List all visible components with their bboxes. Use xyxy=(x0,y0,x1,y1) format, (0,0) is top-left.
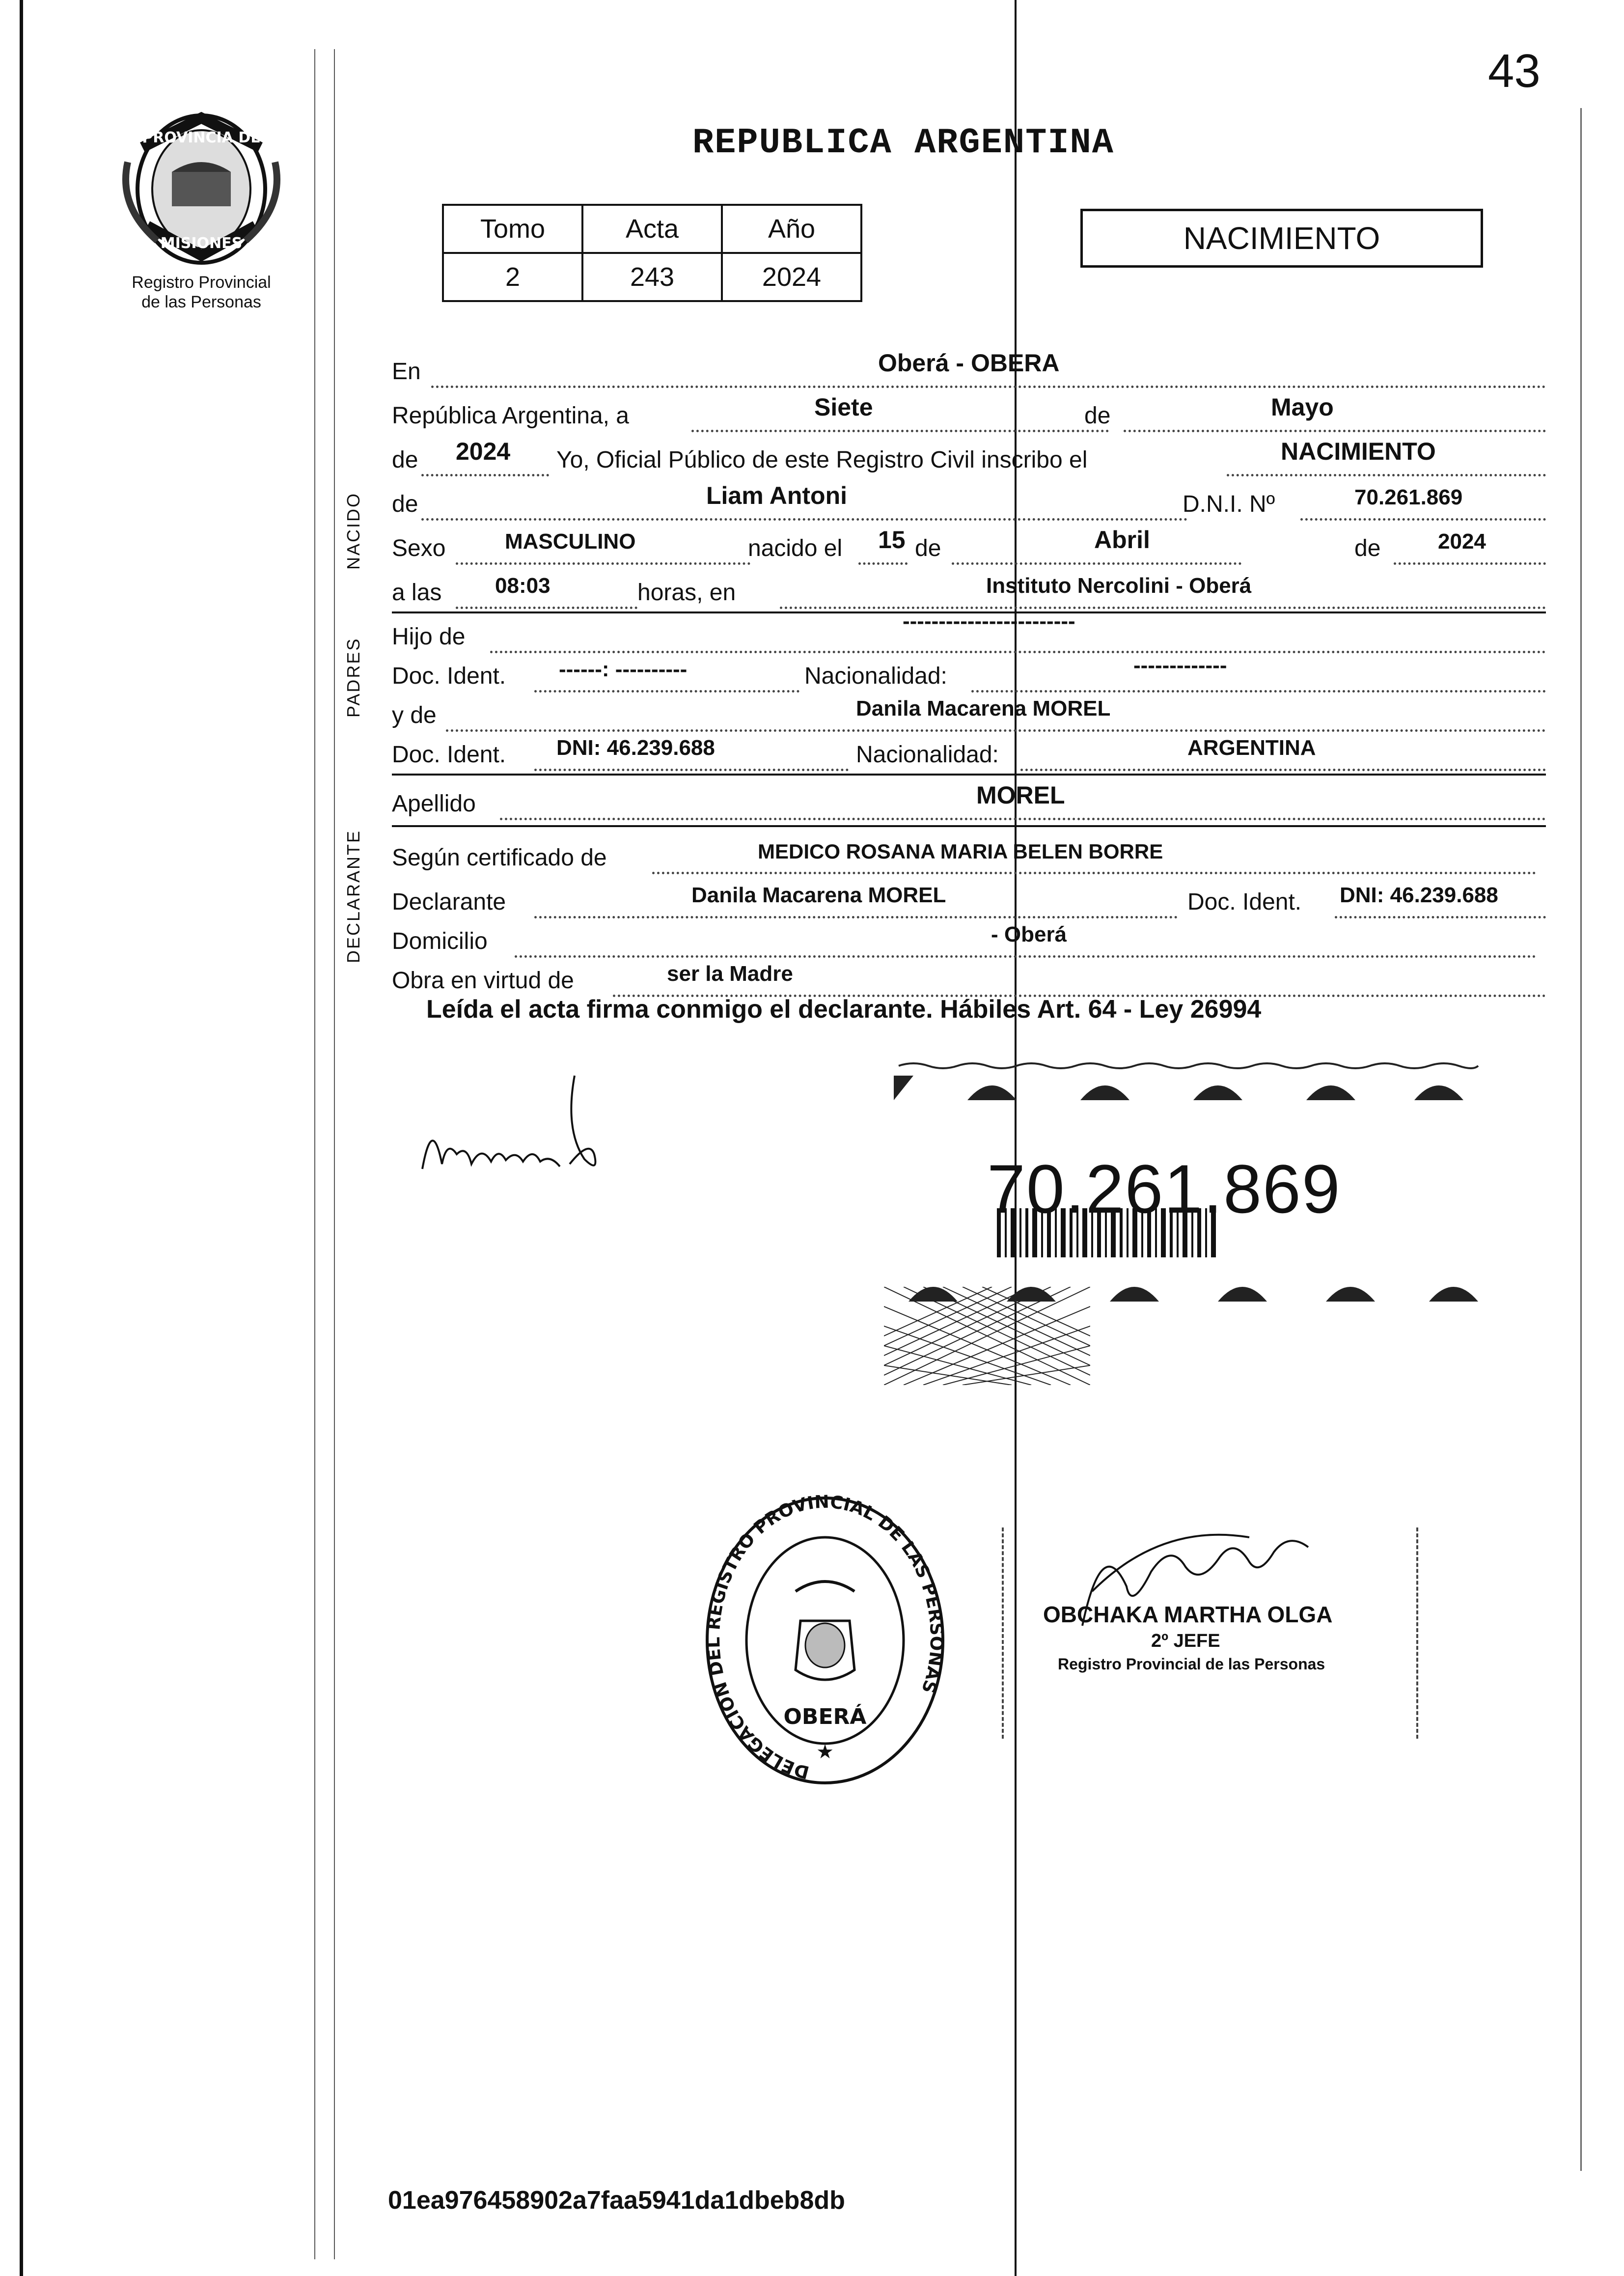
label-de: de xyxy=(1354,535,1381,561)
label-hijo: Hijo de xyxy=(392,624,466,650)
registry-caption xyxy=(113,273,290,312)
label-sexo: Sexo xyxy=(392,535,446,561)
value-anio: 2024 xyxy=(722,253,861,301)
header-acta: Acta xyxy=(582,205,722,253)
dni-value: 70.261.869 xyxy=(1354,485,1463,509)
domicile-value: - Oberá xyxy=(991,922,1067,946)
label-dni: D.N.I. Nº xyxy=(1183,491,1275,517)
row-mother xyxy=(392,693,1546,732)
dotted-line xyxy=(446,720,1546,732)
row-mother-doc xyxy=(392,732,1546,771)
sticker-dni-number: 70.261.869 xyxy=(987,1150,1341,1227)
declarant-doc-value: DNI: 46.239.688 xyxy=(1340,883,1498,907)
dotted-line xyxy=(1227,464,1546,476)
value-tomo: 2 xyxy=(443,253,582,301)
mother-doc-value: DNI: 46.239.688 xyxy=(556,736,715,760)
label-y-de: y de xyxy=(392,702,437,728)
row-apellido xyxy=(392,781,1546,820)
birth-year-value: 2024 xyxy=(1438,529,1486,554)
official-stamp xyxy=(1002,1527,1418,1739)
left-margin-line xyxy=(314,49,315,2259)
dotted-line xyxy=(534,680,799,693)
dotted-line xyxy=(1300,508,1546,521)
father-doc-value: ------: ---------- xyxy=(559,657,688,681)
dotted-line xyxy=(1124,420,1546,432)
dotted-line xyxy=(971,680,1546,693)
label-nacido: nacido el xyxy=(748,535,843,561)
birth-place-value: Instituto Nercolini - Oberá xyxy=(986,574,1252,598)
header-anio: Año xyxy=(722,205,861,253)
document-title: REPUBLICA ARGENTINA xyxy=(692,123,1114,163)
dotted-line xyxy=(1394,553,1546,565)
label-nacionalidad: Nacionalidad: xyxy=(856,742,999,768)
right-margin-line xyxy=(1580,108,1582,2171)
father-nac-value: ------------- xyxy=(1133,653,1227,677)
left-margin-line-2 xyxy=(334,49,335,2259)
dotted-line xyxy=(1335,906,1546,918)
label-horas: horas, en xyxy=(637,580,736,606)
label-de: de xyxy=(1084,403,1111,429)
place-value: Oberá - OBERA xyxy=(878,349,1060,377)
registry-caption-line2: de las Personas xyxy=(141,293,261,311)
header-tomo: Tomo xyxy=(443,205,582,253)
row-year xyxy=(392,437,1546,476)
birth-day-value: 15 xyxy=(878,526,906,554)
dotted-line xyxy=(500,808,1546,820)
month-value: Mayo xyxy=(1271,393,1334,421)
round-stamp xyxy=(702,1493,948,1788)
label-de: de xyxy=(915,535,941,561)
dotted-line xyxy=(515,945,1536,958)
dotted-line xyxy=(490,641,1546,653)
label-doc-ident: Doc. Ident. xyxy=(392,742,506,768)
dotted-line xyxy=(534,906,1178,918)
dotted-line xyxy=(456,597,637,609)
name-value: Liam Antoni xyxy=(706,482,848,509)
dotted-line xyxy=(431,376,1546,388)
label-domicilio: Domicilio xyxy=(392,928,488,954)
day-words-value: Siete xyxy=(814,393,873,421)
value-acta: 243 xyxy=(582,253,722,301)
dotted-line xyxy=(1020,759,1546,771)
row-obra xyxy=(392,958,1546,997)
year-value: 2024 xyxy=(456,438,511,465)
label-obra: Obra en virtud de xyxy=(392,968,574,994)
label-yo: Yo, Oficial Público de este Registro Civil inscribo el xyxy=(556,447,1088,473)
side-label-declarante: DECLARANTE xyxy=(343,829,363,963)
label-declarante: Declarante xyxy=(392,889,506,915)
dotted-line xyxy=(534,759,849,771)
row-declarante xyxy=(392,879,1546,918)
row-domicilio xyxy=(392,918,1546,958)
mother-nac-value: ARGENTINA xyxy=(1187,736,1316,760)
svg-text:DELEGACION DEL REGISTRO PROVIN: DELEGACION DEL REGISTRO PROVINCIAL DE LAS PERSONAS xyxy=(703,1493,947,1782)
dotted-line xyxy=(421,508,1187,521)
section-divider xyxy=(392,774,1546,776)
event-value: NACIMIENTO xyxy=(1281,438,1436,465)
surname-value: MOREL xyxy=(976,781,1065,809)
page-number: 43 xyxy=(1488,45,1541,97)
row-hijo xyxy=(392,609,1546,653)
left-binding-line xyxy=(20,0,23,2276)
hologram-icon xyxy=(884,1287,1090,1385)
dotted-line xyxy=(421,464,549,476)
obra-value: ser la Madre xyxy=(667,962,793,986)
label-apellido: Apellido xyxy=(392,791,476,817)
label-doc-ident: Doc. Ident. xyxy=(1187,889,1302,915)
official-office: Registro Provincial de las Personas xyxy=(1058,1655,1325,1673)
time-value: 08:03 xyxy=(495,574,551,598)
closing-statement: Leída el acta firma conmigo el declarante. Hábiles Art. 64 - Ley 26994 xyxy=(426,995,1262,1024)
svg-text:★: ★ xyxy=(816,1741,834,1763)
row-hora xyxy=(392,570,1546,609)
label-nacionalidad: Nacionalidad: xyxy=(804,663,947,689)
label-certificado: Según certificado de xyxy=(392,845,607,871)
certificate-value: MEDICO ROSANA MARIA BELEN BORRE xyxy=(758,840,1163,863)
row-father-doc xyxy=(392,653,1546,693)
record-table xyxy=(442,204,862,302)
stamp-seal-icon xyxy=(702,1493,948,1788)
dotted-line xyxy=(858,553,908,565)
label-en: En xyxy=(392,359,421,385)
svg-text:MISIONES: MISIONES xyxy=(160,235,243,252)
dotted-line xyxy=(780,597,1546,609)
row-sexo xyxy=(392,526,1546,565)
label-de: de xyxy=(392,491,418,517)
row-certificado xyxy=(392,835,1546,874)
mother-name-value: Danila Macarena MOREL xyxy=(856,696,1111,721)
label-a-las: a las xyxy=(392,580,442,606)
side-label-nacido: NACIDO xyxy=(343,492,363,570)
svg-text:OBERÁ: OBERÁ xyxy=(783,1704,867,1729)
declarant-value: Danila Macarena MOREL xyxy=(691,883,946,907)
side-label-padres: PADRES xyxy=(343,637,363,718)
record-type-box: NACIMIENTO xyxy=(1080,209,1483,268)
dotted-line xyxy=(952,553,1241,565)
father-name-value: ------------------------ xyxy=(903,609,1075,633)
svg-text:PROVINCIA DE: PROVINCIA DE xyxy=(142,129,261,146)
row-fecha xyxy=(392,393,1546,432)
registry-caption-line1: Registro Provincial xyxy=(132,273,271,292)
section-divider xyxy=(392,825,1546,827)
label-de: de xyxy=(392,447,418,473)
official-name: OBCHAKA MARTHA OLGA xyxy=(1043,1602,1333,1627)
birth-month-value: Abril xyxy=(1094,526,1150,554)
declarant-signature xyxy=(413,1056,629,1194)
label-doc-ident: Doc. Ident. xyxy=(392,663,506,689)
row-en xyxy=(392,349,1546,388)
provincial-coat-of-arms-icon xyxy=(113,108,290,270)
dotted-line xyxy=(652,862,1536,874)
dotted-line xyxy=(456,553,750,565)
sexo-value: MASCULINO xyxy=(505,529,636,554)
dotted-line xyxy=(691,420,1109,432)
row-name xyxy=(392,481,1546,521)
label-republica: República Argentina, a xyxy=(392,403,629,429)
document-hash: 01ea976458902a7faa5941da1dbeb8db xyxy=(388,2186,845,2215)
official-role: 2º JEFE xyxy=(1151,1631,1220,1651)
